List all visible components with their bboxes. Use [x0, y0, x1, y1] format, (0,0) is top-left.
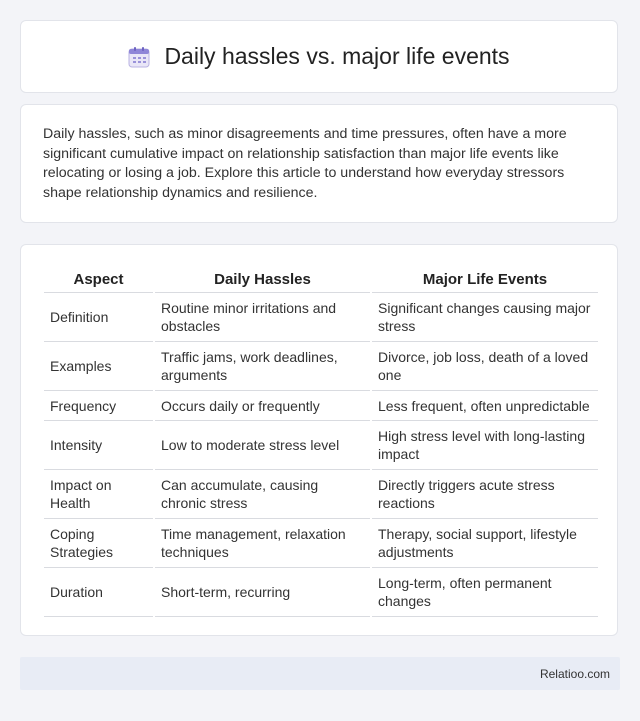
table-header-row — [44, 263, 598, 293]
footer — [20, 657, 620, 690]
comparison-table — [42, 263, 600, 617]
table-cell: Time management, relaxation techniques — [155, 519, 370, 568]
header-card — [20, 20, 618, 93]
table-cell: Directly triggers acute stress reactions — [372, 470, 598, 519]
table-row — [44, 568, 598, 617]
table-row — [44, 519, 598, 568]
table-row — [44, 342, 598, 391]
table-cell: Traffic jams, work deadlines, arguments — [155, 342, 370, 391]
page-title: Daily hassles vs. major life events — [164, 43, 510, 69]
table-cell: Short-term, recurring — [155, 568, 370, 617]
intro-text: Daily hassles, such as minor disagreements and time pressures, often have a more significant cumulative impact on relationship satisfaction than major life events like relocating or losing a job. Explore this article to understand how everyday stressors shape relationship dynamics and resilience. — [43, 126, 567, 201]
header-major-life-events: Major Life Events — [372, 263, 598, 293]
table-cell: Frequency — [44, 391, 153, 421]
table-row — [44, 391, 598, 421]
table-cell: Routine minor irritations and obstacles — [155, 293, 370, 342]
comparison-card — [20, 244, 618, 636]
table-cell: Definition — [44, 293, 153, 342]
table-cell: Significant changes causing major stress — [372, 293, 598, 342]
table-row — [44, 293, 598, 342]
table-row — [44, 421, 598, 470]
table-cell: Examples — [44, 342, 153, 391]
table-cell: Duration — [44, 568, 153, 617]
header-aspect: Aspect — [44, 263, 153, 293]
table-cell: Less frequent, often unpredictable — [372, 391, 598, 421]
table-cell: Can accumulate, causing chronic stress — [155, 470, 370, 519]
table-cell: Occurs daily or frequently — [155, 391, 370, 421]
intro-card — [20, 104, 618, 223]
table-cell: Intensity — [44, 421, 153, 470]
table-row — [44, 470, 598, 519]
header-daily-hassles: Daily Hassles — [155, 263, 370, 293]
table-cell: Coping Strategies — [44, 519, 153, 568]
table-cell: Long-term, often permanent changes — [372, 568, 598, 617]
table-cell: Divorce, job loss, death of a loved one — [372, 342, 598, 391]
calendar-icon — [128, 46, 150, 68]
table-cell: Impact on Health — [44, 470, 153, 519]
footer-site-link[interactable]: Relatioo.com — [539, 666, 610, 681]
table-cell: Low to moderate stress level — [155, 421, 370, 470]
table-cell: Therapy, social support, lifestyle adjustments — [372, 519, 598, 568]
table-cell: High stress level with long-lasting impact — [372, 421, 598, 470]
